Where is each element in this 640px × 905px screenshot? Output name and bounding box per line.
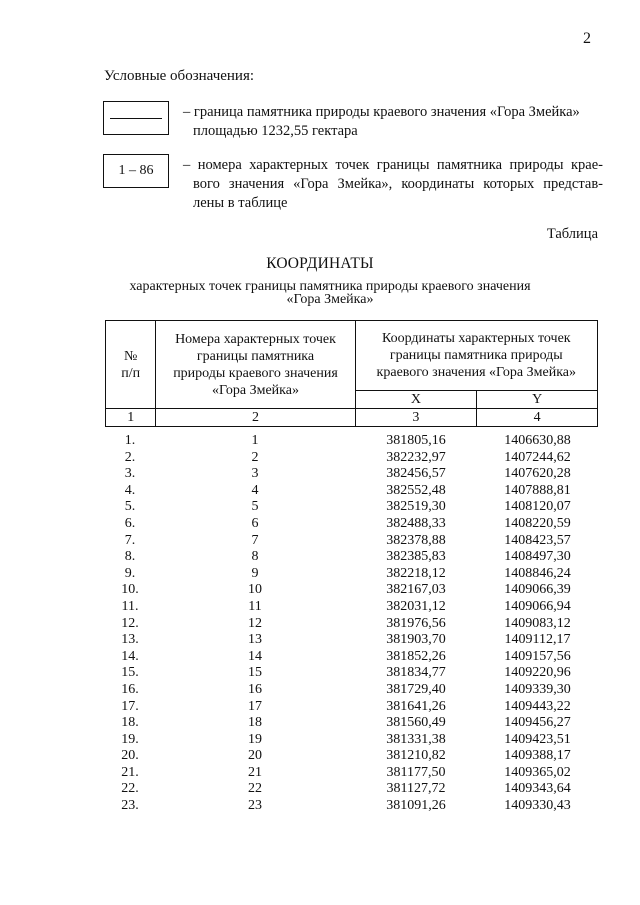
row-number: 10.: [121, 582, 139, 598]
coord-y: 1409343,64: [504, 781, 571, 797]
table-row: [105, 549, 598, 566]
document-subtitle: [120, 280, 540, 306]
point-number: 17: [248, 698, 262, 714]
table-row: [105, 599, 598, 616]
table-row: [105, 682, 598, 699]
table-row: [105, 466, 598, 483]
coord-y: 1407888,81: [504, 482, 571, 498]
row-number: 15.: [121, 665, 139, 681]
coord-x: 381903,70: [386, 632, 446, 648]
coord-y: 1408497,30: [504, 549, 571, 565]
table-row: [105, 450, 598, 467]
coord-y: 1409066,39: [504, 582, 571, 598]
subtitle-line1: характерных точек границы памятника природы краевого значения: [129, 279, 531, 294]
row-number: 9.: [124, 565, 136, 581]
point-number: 13: [248, 632, 262, 648]
coordinates-table-body: [105, 433, 598, 815]
coord-y: 1407620,28: [504, 466, 571, 482]
table-row: [105, 715, 598, 732]
coord-x: 381976,56: [386, 615, 446, 631]
point-number: 22: [248, 781, 262, 797]
table-row: [105, 616, 598, 633]
boundary-line-symbol: [103, 101, 169, 135]
point-number: 20: [248, 748, 262, 764]
row-number: 12.: [121, 615, 139, 631]
coord-x: 381641,26: [386, 698, 446, 714]
legend-item-points-line2: вого значения «Гора Змейка», координаты которых представ-: [193, 176, 603, 192]
coord-x: 382488,33: [386, 515, 446, 531]
point-number: 21: [248, 764, 262, 780]
coord-y: 1409066,94: [504, 598, 571, 614]
point-number: 10: [248, 582, 262, 598]
header-number-col: № п/п: [106, 321, 156, 409]
coord-x: 381331,38: [386, 731, 446, 747]
table-row: [105, 632, 598, 649]
coord-y: 1407244,62: [504, 449, 571, 465]
table-row: [105, 483, 598, 500]
coord-y: 1409339,30: [504, 681, 571, 697]
legend-title: Условные обозначения:: [104, 68, 255, 84]
table-row: [105, 665, 598, 682]
row-number: 23.: [121, 798, 139, 814]
row-number: 18.: [121, 715, 139, 731]
point-number: 7: [251, 532, 259, 548]
table-label: Таблица: [546, 226, 598, 242]
coord-x: 381834,77: [386, 665, 446, 681]
point-number: 16: [248, 681, 262, 697]
row-number: 16.: [121, 681, 139, 697]
coord-x: 382218,12: [386, 565, 446, 581]
point-number: 11: [248, 598, 262, 614]
row-number: 13.: [121, 632, 139, 648]
coord-y: 1408846,24: [504, 565, 571, 581]
header-y: Y: [477, 391, 598, 409]
table-row: [105, 516, 598, 533]
row-number: 5.: [124, 499, 136, 515]
point-number: 12: [248, 615, 262, 631]
header-index-1: 1: [106, 409, 156, 427]
coord-x: 382456,57: [386, 466, 446, 482]
point-number: 2: [251, 449, 259, 465]
table-row: [105, 765, 598, 782]
row-number: 17.: [121, 698, 139, 714]
header-point-col: Номера характерных точек границы памятника природы краевого значения «Гора Змейка»: [156, 321, 355, 409]
row-number: 4.: [124, 482, 136, 498]
point-number: 15: [248, 665, 262, 681]
row-number: 11.: [121, 598, 139, 614]
coord-y: 1409220,96: [504, 665, 571, 681]
coord-x: 382031,12: [386, 598, 446, 614]
table-row: [105, 533, 598, 550]
coord-y: 1409330,43: [504, 798, 571, 814]
coord-y: 1409112,17: [504, 632, 571, 648]
coord-y: 1409083,12: [504, 615, 571, 631]
coord-x: 382232,97: [386, 449, 446, 465]
legend-item-points-line3: лены в таблице: [193, 195, 288, 211]
header-index-4: 4: [477, 409, 598, 427]
coord-y: 1408220,59: [504, 515, 571, 531]
coord-x: 381091,26: [386, 798, 446, 814]
point-number: 9: [251, 565, 259, 581]
coordinates-table-header: [105, 320, 598, 427]
document-title: КООРДИНАТЫ: [266, 255, 374, 272]
point-number: 18: [248, 715, 262, 731]
table-row: [105, 649, 598, 666]
row-number: 6.: [124, 515, 136, 531]
coord-y: 1409456,27: [504, 715, 571, 731]
table-row: [105, 433, 598, 450]
point-number: 23: [248, 798, 262, 814]
table-row: [105, 499, 598, 516]
table-row: [105, 798, 598, 815]
point-number: 1: [251, 433, 259, 448]
legend-item-boundary-line1: – граница памятника природы краевого значения «Гора Змейка»: [183, 104, 580, 120]
header-index-2: 2: [156, 409, 355, 427]
point-number: 14: [248, 648, 262, 664]
coord-y: 1409157,56: [504, 648, 571, 664]
table-row: [105, 582, 598, 599]
coord-x: 381210,82: [386, 748, 446, 764]
table-row: [105, 781, 598, 798]
table-row: [105, 748, 598, 765]
table-row: [105, 732, 598, 749]
header-coordinates-col: Координаты характерных точек границы памятника природы краевого значения «Гора Змейка»: [355, 321, 597, 391]
legend-item-boundary: [183, 103, 603, 141]
point-number: 8: [251, 549, 259, 565]
point-number: 5: [251, 499, 259, 515]
coord-x: 381560,49: [386, 715, 446, 731]
coord-y: 1409443,22: [504, 698, 571, 714]
table-row: [105, 699, 598, 716]
legend-item-points-line1: – номера характерных точек границы памятника природы крае-: [183, 157, 603, 173]
coord-x: 382378,88: [386, 532, 446, 548]
coord-y: 1409388,17: [504, 748, 571, 764]
table-row: [105, 566, 598, 583]
coord-y: 1408423,57: [504, 532, 571, 548]
coord-y: 1409423,51: [504, 731, 571, 747]
point-number: 3: [251, 466, 259, 482]
header-x: X: [355, 391, 477, 409]
coord-y: 1409365,02: [504, 764, 571, 780]
coord-x: 382385,83: [386, 549, 446, 565]
coord-y: 1406630,88: [504, 433, 571, 448]
row-number: 20.: [121, 748, 139, 764]
point-number: 6: [251, 515, 259, 531]
row-number: 3.: [124, 466, 136, 482]
coord-y: 1408120,07: [504, 499, 571, 515]
coord-x: 382552,48: [386, 482, 446, 498]
points-range-symbol: 1 – 86: [103, 154, 169, 188]
coord-x: 381729,40: [386, 681, 446, 697]
point-number: 19: [248, 731, 262, 747]
row-number: 19.: [121, 731, 139, 747]
subtitle-line2: «Гора Змейка»: [286, 292, 374, 307]
legend-item-boundary-line2: площадью 1232,55 гектара: [193, 123, 358, 139]
coord-x: 382519,30: [386, 499, 446, 515]
header-index-3: 3: [355, 409, 477, 427]
coord-x: 381852,26: [386, 648, 446, 664]
coord-x: 382167,03: [386, 582, 446, 598]
row-number: 8.: [124, 549, 136, 565]
row-number: 22.: [121, 781, 139, 797]
legend-item-points: [183, 156, 603, 213]
coord-x: 381177,50: [386, 764, 446, 780]
coord-x: 381127,72: [386, 781, 446, 797]
row-number: 2.: [124, 449, 136, 465]
page-number: 2: [583, 30, 591, 47]
row-number: 7.: [124, 532, 136, 548]
point-number: 4: [251, 482, 259, 498]
row-number: 14.: [121, 648, 139, 664]
row-number: 21.: [121, 764, 139, 780]
row-number: 1.: [124, 433, 136, 448]
coord-x: 381805,16: [386, 433, 446, 448]
